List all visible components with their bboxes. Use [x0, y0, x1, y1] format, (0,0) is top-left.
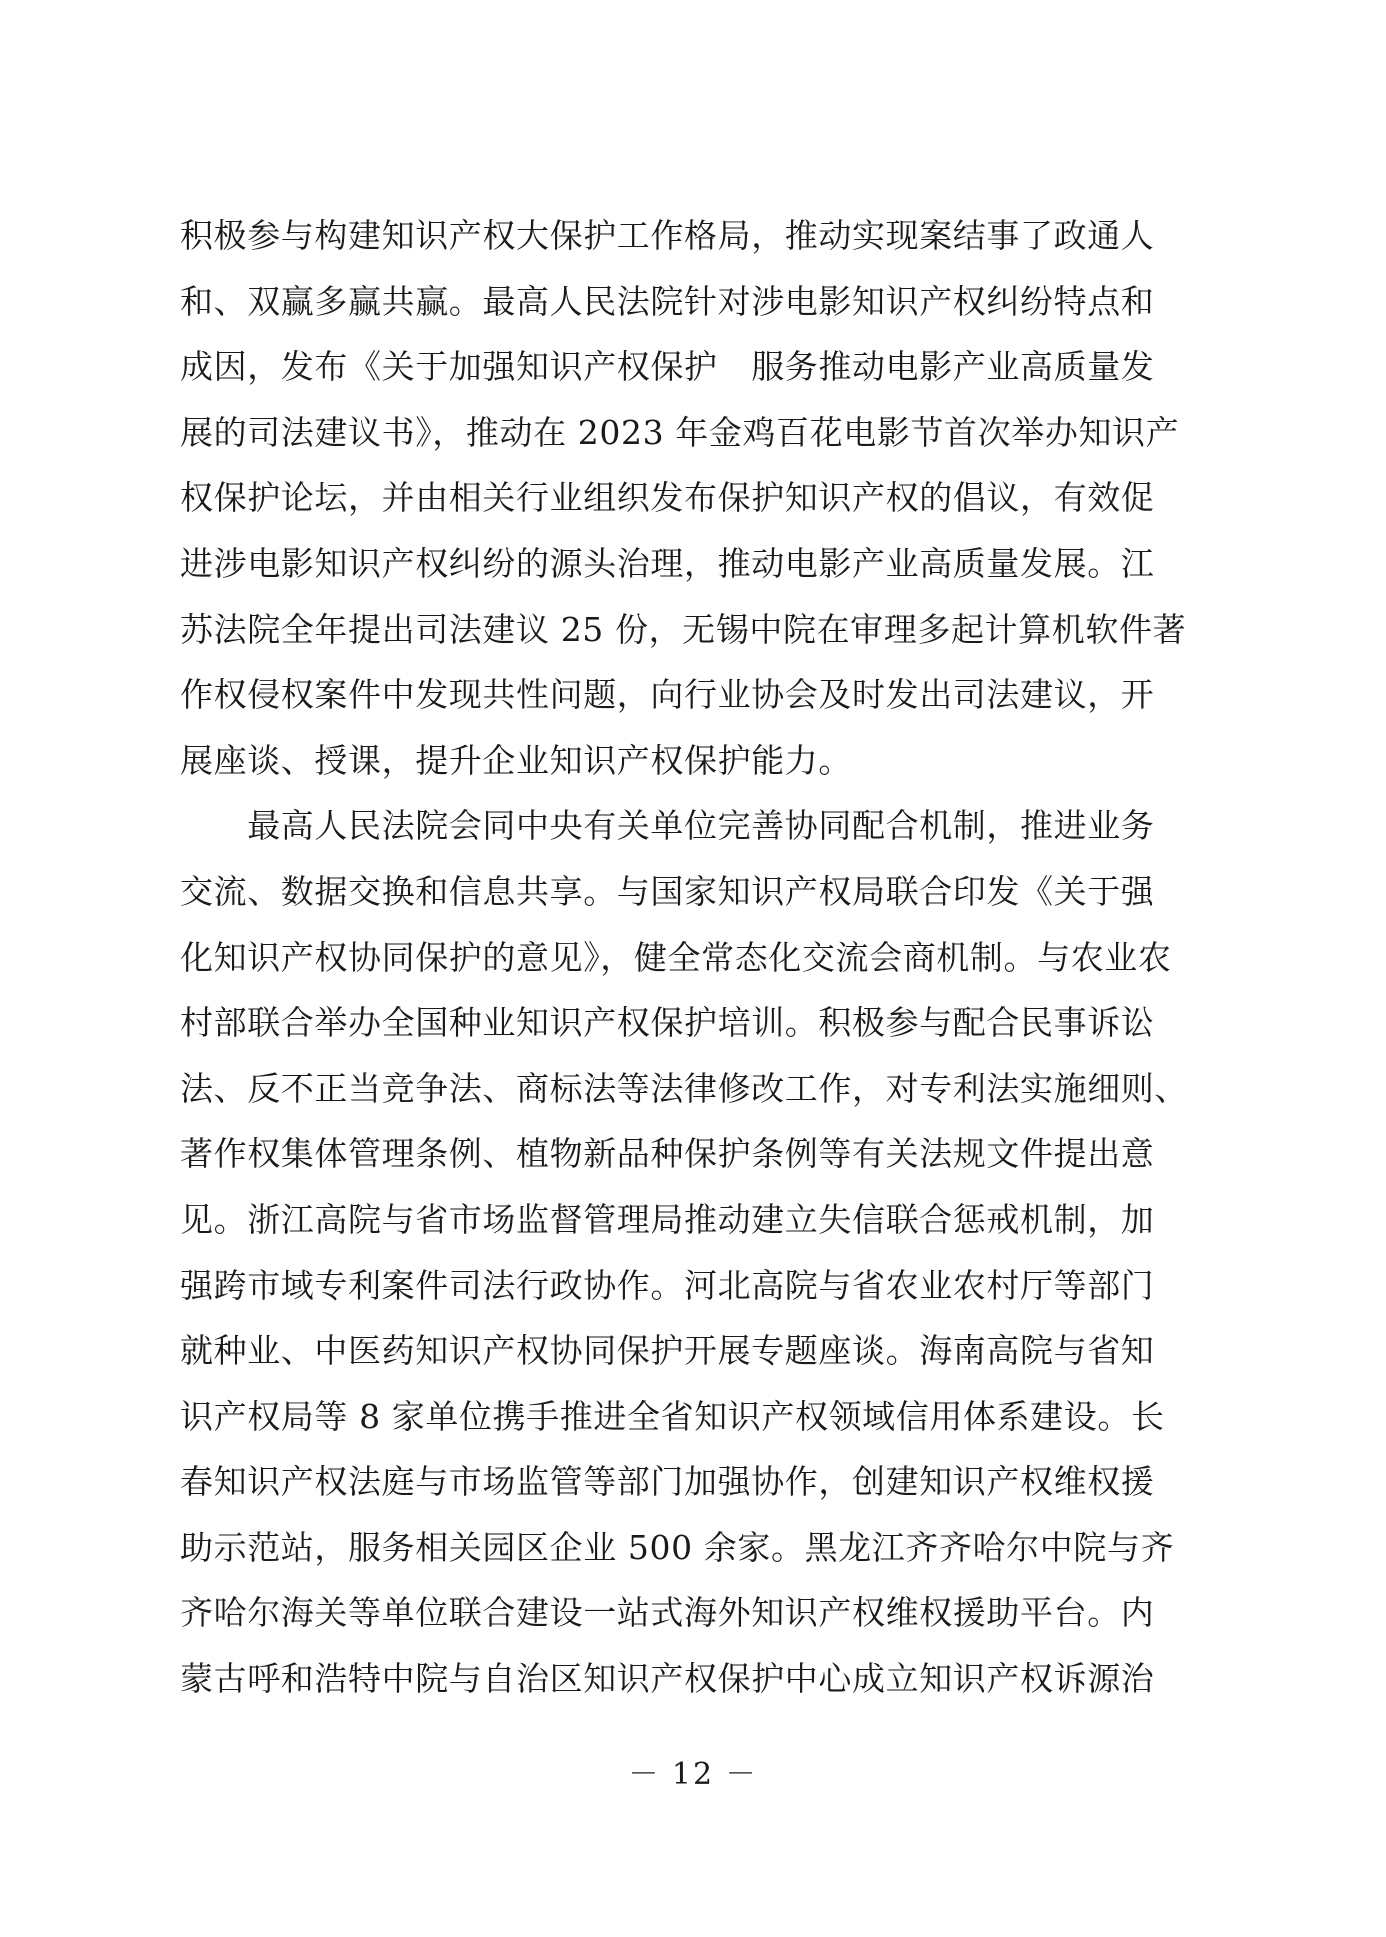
text-line: 助示范站，服务相关园区企业 500 余家。黑龙江齐齐哈尔中院与齐 — [180, 1527, 1175, 1567]
text-line: 苏法院全年提出司法建议 25 份，无锡中院在审理多起计算机软件著 — [180, 609, 1187, 649]
text-line: 春知识产权法庭与市场监管等部门加强协作，创建知识产权维权援 — [180, 1462, 1155, 1502]
text-line: 作权侵权案件中发现共性问题，向行业协会及时发出司法建议，开 — [180, 675, 1155, 715]
text-line: 展的司法建议书》，推动在 2023 年金鸡百花电影节首次举办知识产 — [180, 412, 1180, 452]
text-line: 著作权集体管理条例、植物新品种保护条例等有关法规文件提出意 — [180, 1134, 1155, 1174]
text-line: 就种业、中医药知识产权协同保护开展专题座谈。海南高院与省知 — [180, 1331, 1155, 1371]
text-line: 化知识产权协同保护的意见》，健全常态化交流会商机制。与农业农 — [180, 937, 1172, 977]
text-line: 交流、数据交换和信息共享。与国家知识产权局联合印发《关于强 — [180, 871, 1155, 911]
text-line: 成因，发布《关于加强知识产权保护 服务推动电影产业高质量发 — [180, 347, 1155, 387]
page-number: － 12 － — [628, 1757, 758, 1792]
text-line: 村部联合举办全国种业知识产权保护培训。积极参与配合民事诉讼 — [180, 1003, 1155, 1043]
text-line: 强跨市域专利案件司法行政协作。河北高院与省农业农村厅等部门 — [180, 1265, 1155, 1305]
text-line: 齐哈尔海关等单位联合建设一站式海外知识产权维权援助平台。内 — [180, 1593, 1155, 1633]
text-line: 和、双赢多赢共赢。最高人民法院针对涉电影知识产权纠纷特点和 — [180, 281, 1155, 321]
text-line: 识产权局等 8 家单位携手推进全省知识产权领域信用体系建设。长 — [180, 1396, 1165, 1436]
text-line: 见。浙江高院与省市场监督管理局推动建立失信联合惩戒机制，加 — [180, 1199, 1155, 1239]
text-line: 进涉电影知识产权纠纷的源头治理，推动电影产业高质量发展。江 — [180, 543, 1155, 583]
text-line: 权保护论坛，并由相关行业组织发布保护知识产权的倡议，有效促 — [180, 478, 1155, 518]
body-text — [180, 203, 1188, 1712]
text-line: 最高人民法院会同中央有关单位完善协同配合机制，推进业务 — [180, 806, 1155, 846]
text-line: 蒙古呼和浩特中院与自治区知识产权保护中心成立知识产权诉源治 — [180, 1659, 1155, 1699]
text-line: 法、反不正当竞争法、商标法等法律修改工作，对专利法实施细则、 — [180, 1068, 1188, 1108]
text-line: 展座谈、授课，提升企业知识产权保护能力。 — [180, 740, 852, 780]
text-line: 积极参与构建知识产权大保护工作格局，推动实现案结事了政通人 — [180, 216, 1155, 255]
